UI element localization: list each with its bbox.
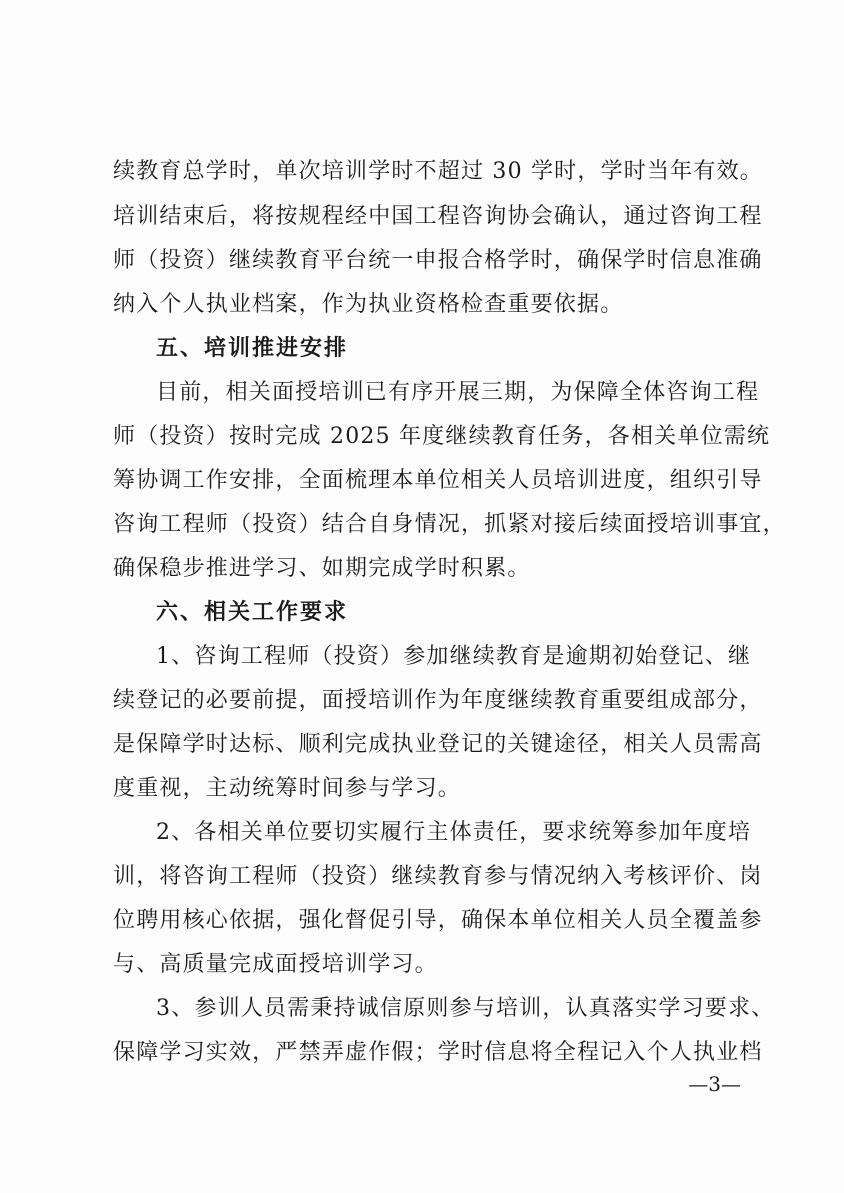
item-1-line-2: 续登记的必要前提，面授培训作为年度继续教育重要组成部分， bbox=[113, 688, 763, 713]
section-6-heading: 六、相关工作要求 bbox=[156, 600, 349, 625]
section-5-line-5: 确保稳步推进学习、如期完成学时积累。 bbox=[113, 556, 531, 581]
item-2-line-3: 位聘用核心依据，强化督促引导，确保本单位相关人员全覆盖参 bbox=[113, 908, 763, 933]
section-5-heading: 五、培训推进安排 bbox=[156, 336, 349, 361]
paragraph-1-line-2: 培训结束后，将按规程经中国工程咨询协会确认，通过咨询工程 bbox=[113, 204, 763, 229]
section-5-line-4: 咨询工程师（投资）结合自身情况，抓紧对接后续面授培训事宜， bbox=[113, 512, 786, 537]
section-5-line-2: 师（投资）按时完成 2025 年度继续教育任务，各相关单位需统 bbox=[113, 424, 771, 449]
item-1-line-1: 1、咨询工程师（投资）参加继续教育是逾期初始登记、继 bbox=[156, 644, 752, 669]
item-3-line-2: 保障学习实效，严禁弄虚作假；学时信息将全程记入个人执业档 bbox=[113, 1040, 763, 1065]
item-2-line-4: 与、高质量完成面授培训学习。 bbox=[113, 952, 438, 977]
item-1-line-3: 是保障学时达标、顺利完成执业登记的关键途径，相关人员需高 bbox=[113, 732, 763, 757]
paragraph-1-line-1: 续教育总学时，单次培训学时不超过 30 学时，学时当年有效。 bbox=[113, 159, 763, 184]
item-1-line-4: 度重视，主动统筹时间参与学习。 bbox=[113, 776, 462, 801]
item-2-line-2: 训，将咨询工程师（投资）继续教育参与情况纳入考核评价、岗 bbox=[113, 864, 763, 889]
item-2-line-1: 2、各相关单位要切实履行主体责任，要求统筹参加年度培 bbox=[156, 820, 752, 845]
section-5-line-3: 筹协调工作安排，全面梳理本单位相关人员培训进度，组织引导 bbox=[113, 468, 763, 493]
page-number: —3— bbox=[688, 1072, 741, 1096]
paragraph-1-line-3: 师（投资）继续教育平台统一申报合格学时，确保学时信息准确 bbox=[113, 248, 763, 273]
item-3-line-1: 3、参训人员需秉持诚信原则参与培训，认真落实学习要求、 bbox=[156, 996, 775, 1021]
section-5-line-1: 目前，相关面授培训已有序开展三期，为保障全体咨询工程 bbox=[156, 380, 760, 405]
paragraph-1-line-4: 纳入个人执业档案，作为执业资格检查重要依据。 bbox=[113, 292, 624, 317]
